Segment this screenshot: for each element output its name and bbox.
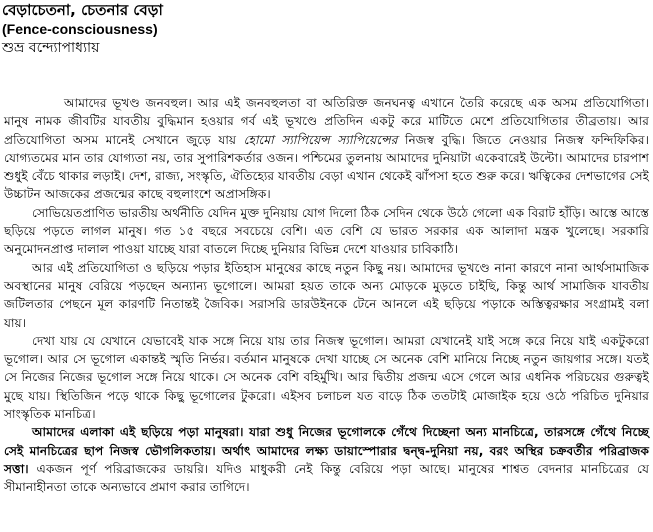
author-name: শুভ্র বন্দ্যোপাধ্যায় <box>2 40 100 56</box>
paragraph-1-part-b: নিজস্ব বুদ্ধি। জিতে নেওয়ার নিজস্ব ফন্দিফিকির। যোগ্যতমের মান তার যোগ্যতা নয়, তার সুপারিশকর্তার ওজন। পশ্চিমের তুলনায় আমাদের দুনিয়াটা একেবারেই উল্টো। আমাদের চারপাশ শুধুই বেঁচে থাকার লড়াই। দেশ, রাজ্য, সংস্কৃতি, ঐতিহ্যের যাবতীয় বেড়া এখান থেকেই ঝাঁপসা হতে শুরু করে। ঋত্বিকের দেশভাগের সেই উচ্চাটন আজকের প্রজন্মের কাছে বহুলাংশে অপ্রাসঙ্গিক। <box>4 132 649 202</box>
page-subtitle: (Fence-consciousness) <box>2 21 158 37</box>
paragraph-1 <box>4 94 649 204</box>
paragraph-2: সোভিয়েতপ্রাণিত ভারতীয় অর্থনীতি যেদিন মুক্ত দুনিয়ায় যোগ দিলো ঠিক সেদিন থেকে উঠে গেলো এক বিরাট হাঁড়ি। আস্তে আস্তে ছড়িয়ে পড়তে লাগল মানুষ। গত ১৫ বছরে সবচেয়ে বেশি। এত বেশি যে ভারত সরকার এক আলাদা মন্ত্রক খুলেছে। সরকারি অনুমোদনপ্রাপ্ত দালাল পাওয়া যাচ্ছে যারা বাতলে দিচ্ছে দুনিয়ার বিভিন্ন দেশে যাওয়ার চাবিকাঠি। <box>4 205 649 257</box>
paragraph-1-part-a: আমাদের ভূখণ্ড জনবহুল। আর এই জনবহুলতা বা অতিরিক্ত জনঘনত্ব এখানে তৈরি করেছে এক অসম প্রতিযোগিতা। মানুষ নামক জীবটির যাবতীয় বুদ্ধিমান হওয়ার গর্ব এই ভূখণ্ডে প্রতিদিন একটু করে মাটিতে মেশে প্রতিযোগিতার তীব্রতায়। আর প্রতিযোগিতা অসম মানেই সেখানে জুড়ে যায় <box>4 96 649 147</box>
paragraph-1-italic-term: হোমো স্যাপিয়েন্স স্যাপিয়েন্সের <box>243 132 398 147</box>
page-title: বেড়াচেতনা, চেতনার বেড়া <box>2 1 163 19</box>
paragraph-4: দেখা যায় যে যেখানে যেভাবেই যাক সঙ্গে নিয়ে যায় তার নিজস্ব ভূগোল। আমরা যেখানেই যাই সঙ্গে করে নিয়ে যাই একটুকরো ভূগোল। আর সে ভূগোল একান্তই স্মৃতি নির্ভর। বর্তমান মানুষকে দেখা যাচ্ছে সে অনেক বেশি মানিয়ে নিচ্ছে নতুন জায়গার সঙ্গে। যতই সে নিজের নিজের ভূগোল সঙ্গে নিয়ে থাকে। সে অনেক বেশি বহির্মুখি। আর দ্বিতীয় প্রজন্ম এসে গেলে আর এধনিক পরিচয়ের গুরুত্বই মুছে যায়। স্থিতিজিন পড়ে থাকে কিছু ভূগোলের টুকরো। এইসব চলাচল যত বাড়ে ঠিক ততটাই মোজাইক হয়ে ওঠে পরিচিত দুনিয়ার সাংস্কৃতিক মানচিত্র। <box>4 333 649 422</box>
article-body <box>4 94 649 497</box>
article-header <box>2 1 163 58</box>
paragraph-5 <box>4 423 649 496</box>
paragraph-5-regular: একজন পূর্ণ পরিব্রাজকের ডায়রি। যদিও মাধুকরী নেই কিন্তু বেরিয়ে পড়া আছে। মানুষের শাশ্বত বেদনার মানচিত্রের যে সীমানাহীনতা তাকে অন্যভাবে প্রমাণ করার তাগিদে। <box>4 461 649 495</box>
paragraph-3: আর এই প্রতিযোগিতা ও ছড়িয়ে পড়ার ইতিহাস মানুষের কাছে নতুন কিছু নয়। আমাদের ভূখণ্ডে নানা কারণে নানা আর্থসামাজিক অবস্থানের মানুষ বেরিয়ে পড়ছেন অন্যান্য ভূগোলে। আমরা হয়ত তাকে অন্য মোড়কে মুড়তে চাইছি, কিন্তু আর্থ সামাজিক যাবতীয় জটিলতার পেছনে মূল কারণটি নিতান্তই জৈবিক। সরাসরি ডারউইনকে টেনে আনলে এই ছড়িয়ে পড়াকে অস্তিত্বরক্ষার সংগ্রামই বলা যায়। <box>4 260 649 330</box>
paragraph-5-bold: আমাদের এলাকা এই ছড়িয়ে পড়া মানুষরা। যারা শুধু নিজের ভূগোলকে গেঁথে দিচ্ছেনা অন্য মানচিত্রে, তারসঙ্গে গেঁথে নিচ্ছে সেই মানচিত্রের ছাপ নিজস্ব ভৌগলিকতায়। অর্থাৎ আমাদের লক্ষ্য ডায়াস্পোরার দ্বন্দ্ব-দুনিয়া নয়, বরং অস্থির চক্রবর্তীর পরিব্রাজক সত্তা। <box>4 425 649 476</box>
